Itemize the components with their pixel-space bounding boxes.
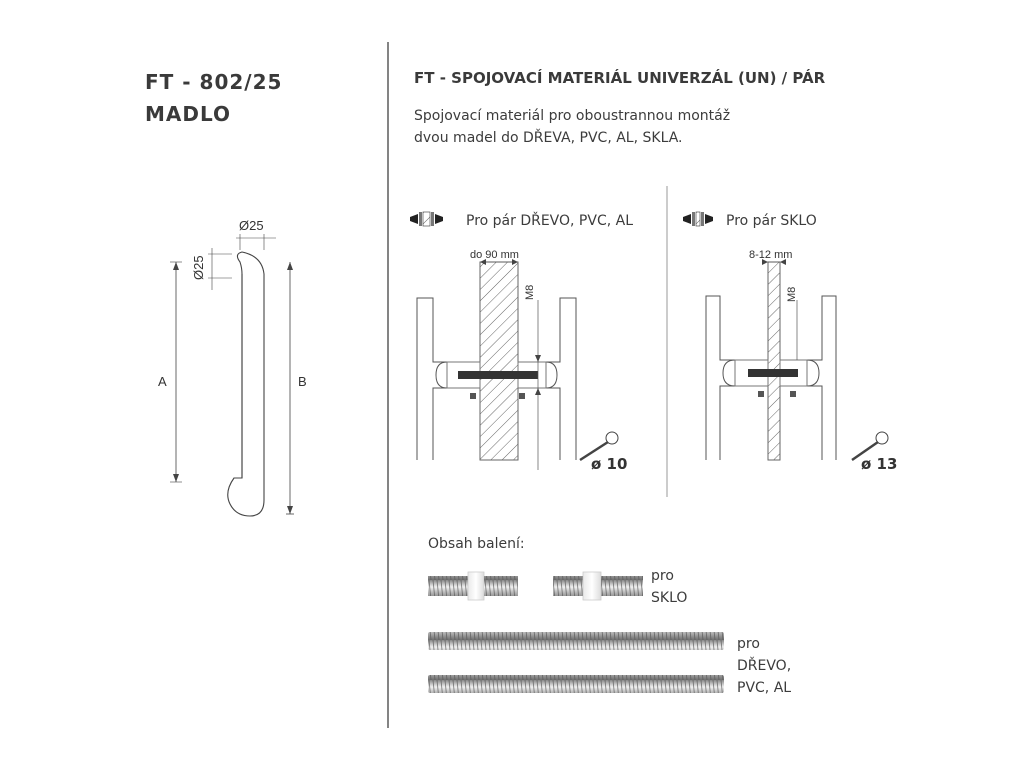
wood-cross-section: [417, 259, 576, 470]
dimension-b-label: B: [298, 374, 307, 389]
section-title: FT - SPOJOVACÍ MATERIÁL UNIVERZÁL (UN) / PÁR: [414, 69, 826, 87]
product-code: FT - 802/25: [145, 70, 283, 94]
product-name: MADLO: [145, 102, 232, 126]
glass-thread-label: M8: [786, 286, 798, 302]
wood-threaded-rod-1: [428, 632, 724, 650]
package-wood-label-3: PVC, AL: [737, 680, 792, 696]
glass-thickness-label: 8-12 mm: [749, 249, 793, 261]
wood-heading: Pro pár DŘEVO, PVC, AL: [466, 213, 634, 229]
diameter-top-label: Ø25: [239, 218, 264, 233]
package-glass-label-1: pro: [651, 568, 674, 584]
wood-mount-icon: [410, 212, 443, 226]
description-line-1: Spojovací materiál pro oboustrannou montáž: [414, 108, 731, 124]
glass-heading: Pro pár SKLO: [726, 213, 817, 229]
glass-connector-2: [553, 572, 643, 600]
wood-threaded-rod-2: [428, 675, 724, 693]
glass-cross-section: [706, 259, 836, 460]
package-wood-label-1: pro: [737, 636, 760, 652]
wood-thread-label: M8: [524, 284, 536, 300]
description-line-2: dvou madel do DŘEVA, PVC, AL, SKLA.: [414, 130, 683, 146]
glass-drill-label: ø 13: [861, 455, 898, 473]
dimension-a-label: A: [158, 374, 167, 389]
package-wood-label-2: DŘEVO,: [737, 658, 792, 674]
package-glass-label-2: SKLO: [651, 590, 688, 606]
glass-connector-1: [428, 572, 518, 600]
handle-drawing: [170, 234, 294, 516]
wood-thickness-label: do 90 mm: [470, 249, 519, 261]
wood-drill-label: ø 10: [591, 455, 628, 473]
package-heading: Obsah balení:: [428, 536, 525, 552]
glass-mount-icon: [683, 212, 713, 226]
diameter-side-label: Ø25: [191, 255, 206, 280]
